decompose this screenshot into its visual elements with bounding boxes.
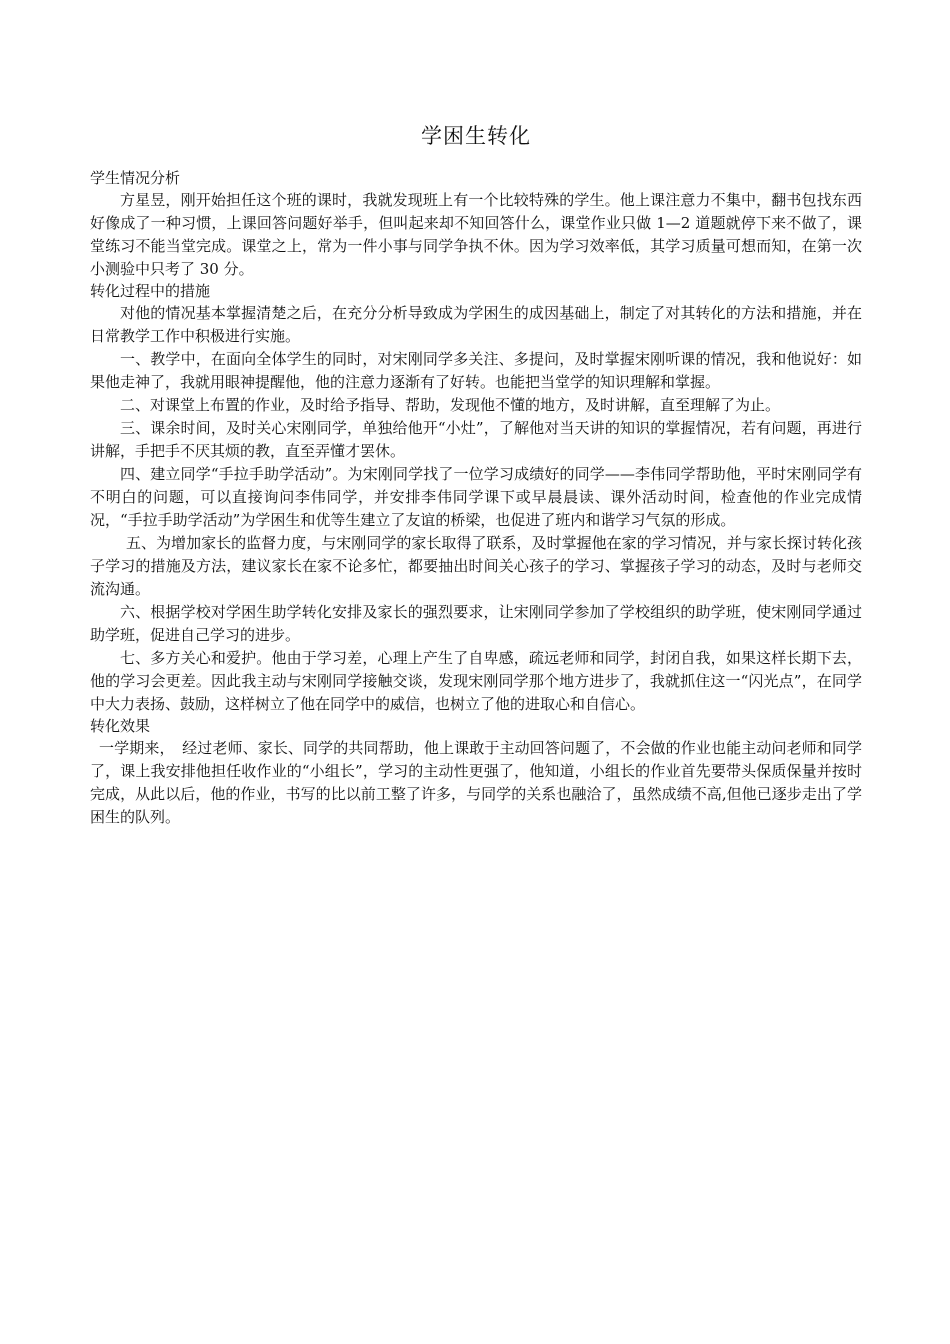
paragraph: 一、教学中，在面向全体学生的同时，对宋刚同学多关注、多提问，及时掌握宋刚听课的情况，我和他说好：如果他走神了，我就用眼神提醒他，他的注意力逐渐有了好转。也能把当堂学的知识理解和掌握。 <box>90 350 862 391</box>
paragraph: 三、课余时间，及时关心宋刚同学，单独给他开“小灶”，了解他对当天讲的知识的掌握情况，若有问题，再进行讲解，手把手不厌其烦的教，直至弄懂才罢休。 <box>90 419 862 460</box>
paragraph: 对他的情况基本掌握清楚之后，在充分分析导致成为学困生的成因基础上，制定了对其转化的方法和措施，并在日常教学工作中积极进行实施。 <box>90 304 862 345</box>
paragraph: 六、根据学校对学困生助学转化安排及家长的强烈要求，让宋刚同学参加了学校组织的助学班，使宋刚同学通过助学班，促进自己学习的进步。 <box>90 603 862 644</box>
document-title: 学困生转化 <box>421 124 531 148</box>
paragraph: 二、对课堂上布置的作业，及时给予指导、帮助，发现他不懂的地方，及时讲解，直至理解了为止。 <box>120 396 781 414</box>
paragraph: 方星昱，刚开始担任这个班的课时，我就发现班上有一个比较特殊的学生。他上课注意力不集中，翻书包找东西好像成了一种习惯，上课回答问题好举手，但叫起来却不知回答什么，课堂作业只做 1—2 道题就停下来不做了，课堂练习不能当堂完成。课堂之上，常为一件小事与同学争执不休。因为学习效率低，其学习质量可想而知，在第一次小测验中只考了 30 分。 <box>90 191 862 278</box>
section-heading: 转化过程中的措施 <box>90 282 211 300</box>
section-results <box>90 716 862 829</box>
section-heading: 学生情况分析 <box>90 169 181 187</box>
paragraph: 四、建立同学“手拉手助学活动”。为宋刚同学找了一位学习成绩好的同学——李伟同学帮助他，平时宋刚同学有不明白的问题，可以直接询问李伟同学，并安排李伟同学课下或早晨晨读、课外活动时间，检查他的作业完成情况，“手拉手助学活动”为学困生和优等生建立了友谊的桥梁，也促进了班内和谐学习气氛的形成。 <box>90 465 862 529</box>
paragraph: 一学期来， 经过老师、家长、同学的共同帮助，他上课敢于主动回答问题了，不会做的作业也能主动问老师和同学了，课上我安排他担任收作业的“小组长”，学习的主动性更强了，他知道，小组长的作业首先要带头保质保量并按时完成，从此以后，他的作业，书写的比以前工整了许多，与同学的关系也融洽了，虽然成绩不高,但他已逐步走出了学困生的队列。 <box>90 739 862 826</box>
section-analysis <box>90 168 862 281</box>
section-heading: 转化效果 <box>90 717 151 735</box>
paragraph: 七、多方关心和爱护。他由于学习差，心理上产生了自卑感，疏远老师和同学，封闭自我，如果这样长期下去，他的学习会更差。因此我主动与宋刚同学接触交谈，发现宋刚同学那个地方进步了，我就抓住这一“闪光点”，在同学中大力表扬、鼓励，这样树立了他在同学中的威信，也树立了他的进取心和自信心。 <box>90 649 862 713</box>
section-measures <box>90 281 862 716</box>
paragraph: 五、为增加家长的监督力度，与宋刚同学的家长取得了联系，及时掌握他在家的学习情况，并与家长探讨转化孩子学习的措施及方法，建议家长在家不论多忙，都要抽出时间关心孩子的学习、掌握孩子学习的动态，及时与老师交流沟通。 <box>90 534 862 598</box>
